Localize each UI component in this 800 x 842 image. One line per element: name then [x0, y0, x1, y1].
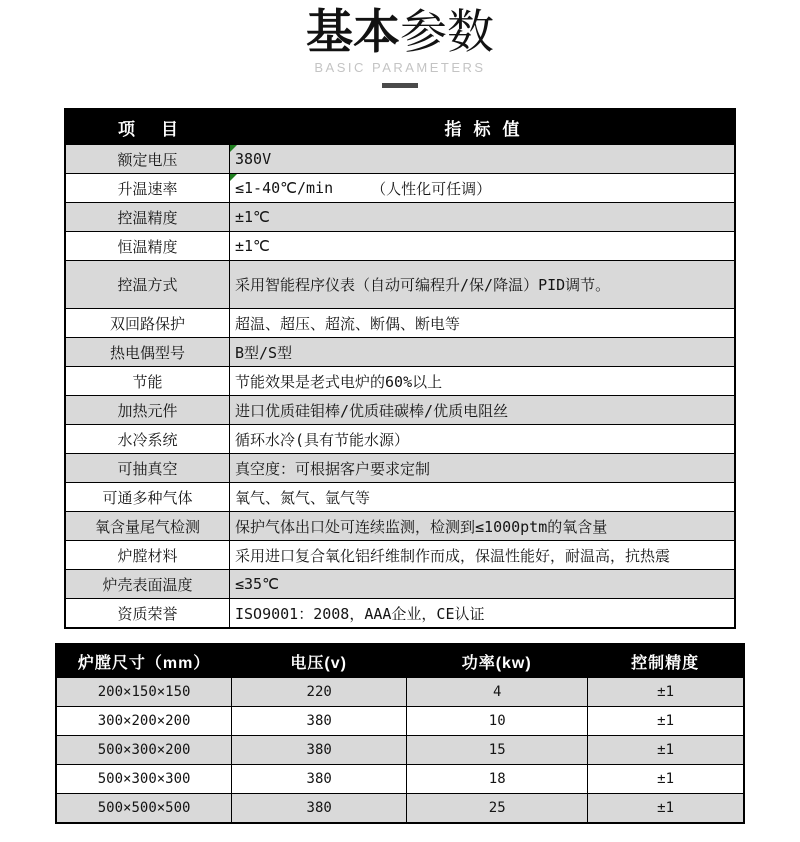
- spec-table-row: [66, 395, 734, 424]
- spec-table: [64, 108, 736, 629]
- spec-item-value: [230, 203, 734, 231]
- size-cell-chamber-size: 200×150×150: [97, 684, 191, 700]
- spec-item-value-text: 节能效果是老式电炉的60%以上: [235, 372, 443, 391]
- spec-item-value-text: 保护气体出口处可连续监测，检测到≤1000ptm的氧含量: [235, 517, 608, 536]
- spec-table-row: [66, 308, 734, 337]
- spec-item-value: [230, 570, 734, 598]
- spec-item-value-text: 采用进口复合氧化铝纤维制作而成，保温性能好，耐温高，抗热震: [235, 546, 671, 565]
- spec-item-value-text: 采用智能程序仪表（自动可编程升/保/降温）PID调节。: [235, 276, 611, 294]
- spec-table-row: [66, 144, 734, 173]
- spec-item-label: 升温速率: [66, 174, 230, 202]
- spec-table-row: [66, 511, 734, 540]
- size-table-row: [57, 735, 743, 764]
- spec-item-value-text: 真空度：可根据客户要求定制: [235, 459, 431, 478]
- size-cell-power: 18: [406, 765, 587, 793]
- page-title-part1: 基本: [306, 5, 400, 58]
- spec-item-label: 可抽真空: [66, 454, 230, 482]
- spec-item-value: [230, 541, 734, 569]
- spec-item-label: 炉膛材料: [66, 541, 230, 569]
- size-cell-chamber-size: 500×300×200: [97, 742, 191, 758]
- spec-item-value-text: 超温、超压、超流、断偶、断电等: [235, 314, 461, 333]
- spec-item-value: [230, 599, 734, 627]
- spec-header-value: 指标值: [444, 119, 532, 139]
- spec-item-value-text: ±1℃: [235, 237, 270, 255]
- size-cell-power: 10: [406, 707, 587, 735]
- spec-item-value-text: 循环水冷(具有节能水源）: [235, 430, 410, 449]
- spec-item-label: 热电偶型号: [66, 338, 230, 366]
- spec-item-value: [230, 367, 734, 395]
- spec-table-row: [66, 260, 734, 308]
- page-subtitle: BASIC PARAMETERS: [314, 60, 486, 75]
- spec-item-label: 资质荣誉: [66, 599, 230, 627]
- spec-item-value-text: ≤1-40℃/min: [235, 179, 334, 197]
- spec-item-value: [230, 512, 734, 540]
- size-cell-voltage: 380: [231, 794, 406, 822]
- spec-item-value: [230, 261, 734, 308]
- page-header: [0, 0, 800, 88]
- spec-item-value-note: （人性化可任调）: [371, 179, 492, 198]
- size-table-row: [57, 706, 743, 735]
- size-table-body: [57, 677, 743, 822]
- size-cell-control-accuracy: ±1: [587, 765, 743, 793]
- spec-item-label: 额定电压: [66, 145, 230, 173]
- page-title-part2: 参数: [400, 5, 494, 58]
- size-cell-voltage: 380: [231, 707, 406, 735]
- size-header-voltage: 电压(v): [290, 654, 347, 672]
- size-cell-power: 15: [406, 736, 587, 764]
- spec-item-value-text: B型/S型: [235, 343, 293, 362]
- spec-table-header: [66, 110, 734, 144]
- spec-item-label: 可通多种气体: [66, 483, 230, 511]
- size-cell-power: 4: [406, 678, 587, 706]
- size-cell-control-accuracy: ±1: [587, 794, 743, 822]
- spec-item-value: [230, 174, 734, 202]
- size-cell-voltage: 380: [231, 736, 406, 764]
- size-cell-voltage: 220: [231, 678, 406, 706]
- spec-item-value-text: 380V: [235, 150, 272, 168]
- spec-item-label: 加热元件: [66, 396, 230, 424]
- size-cell-chamber-size: 500×500×500: [97, 800, 191, 816]
- page-title: [0, 6, 800, 58]
- size-table-row: [57, 793, 743, 822]
- spec-item-label: 炉壳表面温度: [66, 570, 230, 598]
- size-cell-control-accuracy: ±1: [587, 707, 743, 735]
- spec-item-value: [230, 425, 734, 453]
- spec-item-value: [230, 483, 734, 511]
- spec-table-row: [66, 569, 734, 598]
- size-cell-chamber-size: 300×200×200: [97, 713, 191, 729]
- spec-table-row: [66, 598, 734, 627]
- spec-item-value-text: 氧气、氮气、氩气等: [235, 488, 371, 507]
- spec-item-label: 氧含量尾气检测: [66, 512, 230, 540]
- spec-table-row: [66, 173, 734, 202]
- size-header-chamber-size: 炉膛尺寸（mm）: [77, 654, 211, 672]
- size-header-control-accuracy: 控制精度: [631, 654, 700, 672]
- spec-item-label: 控温方式: [66, 261, 230, 308]
- size-header-power: 功率(kw): [461, 654, 532, 672]
- spec-item-label: 控温精度: [66, 203, 230, 231]
- size-table: [55, 643, 745, 824]
- spec-table-row: [66, 337, 734, 366]
- spec-item-label: 节能: [66, 367, 230, 395]
- spec-item-value-text: ISO9001：2008，AAA企业，CE认证: [235, 604, 485, 623]
- spec-table-row: [66, 424, 734, 453]
- size-cell-power: 25: [406, 794, 587, 822]
- spec-item-value-text: 进口优质硅钼棒/优质硅碳棒/优质电阻丝: [235, 401, 509, 420]
- size-cell-voltage: 380: [231, 765, 406, 793]
- spec-table-row: [66, 366, 734, 395]
- spec-item-value-text: ±1℃: [235, 208, 270, 226]
- cell-corner-marker-icon: [230, 174, 237, 181]
- spec-table-row: [66, 231, 734, 260]
- spec-item-value: [230, 309, 734, 337]
- size-cell-control-accuracy: ±1: [587, 736, 743, 764]
- spec-item-value: [230, 338, 734, 366]
- size-cell-control-accuracy: ±1: [587, 678, 743, 706]
- spec-header-item: 项目: [118, 119, 204, 139]
- spec-table-row: [66, 202, 734, 231]
- spec-item-label: 双回路保护: [66, 309, 230, 337]
- spec-item-label: 恒温精度: [66, 232, 230, 260]
- size-table-row: [57, 677, 743, 706]
- spec-item-value: [230, 396, 734, 424]
- spec-item-value: [230, 145, 734, 173]
- cell-corner-marker-icon: [230, 145, 237, 152]
- size-table-header: [57, 645, 743, 677]
- spec-table-row: [66, 482, 734, 511]
- spec-item-label: 水冷系统: [66, 425, 230, 453]
- title-underline-bar: [382, 83, 418, 88]
- spec-table-body: [66, 144, 734, 627]
- spec-table-row: [66, 540, 734, 569]
- spec-item-value: [230, 232, 734, 260]
- spec-item-value-text: ≤35℃: [235, 575, 279, 593]
- spec-table-row: [66, 453, 734, 482]
- size-table-row: [57, 764, 743, 793]
- spec-item-value: [230, 454, 734, 482]
- size-cell-chamber-size: 500×300×300: [97, 771, 191, 787]
